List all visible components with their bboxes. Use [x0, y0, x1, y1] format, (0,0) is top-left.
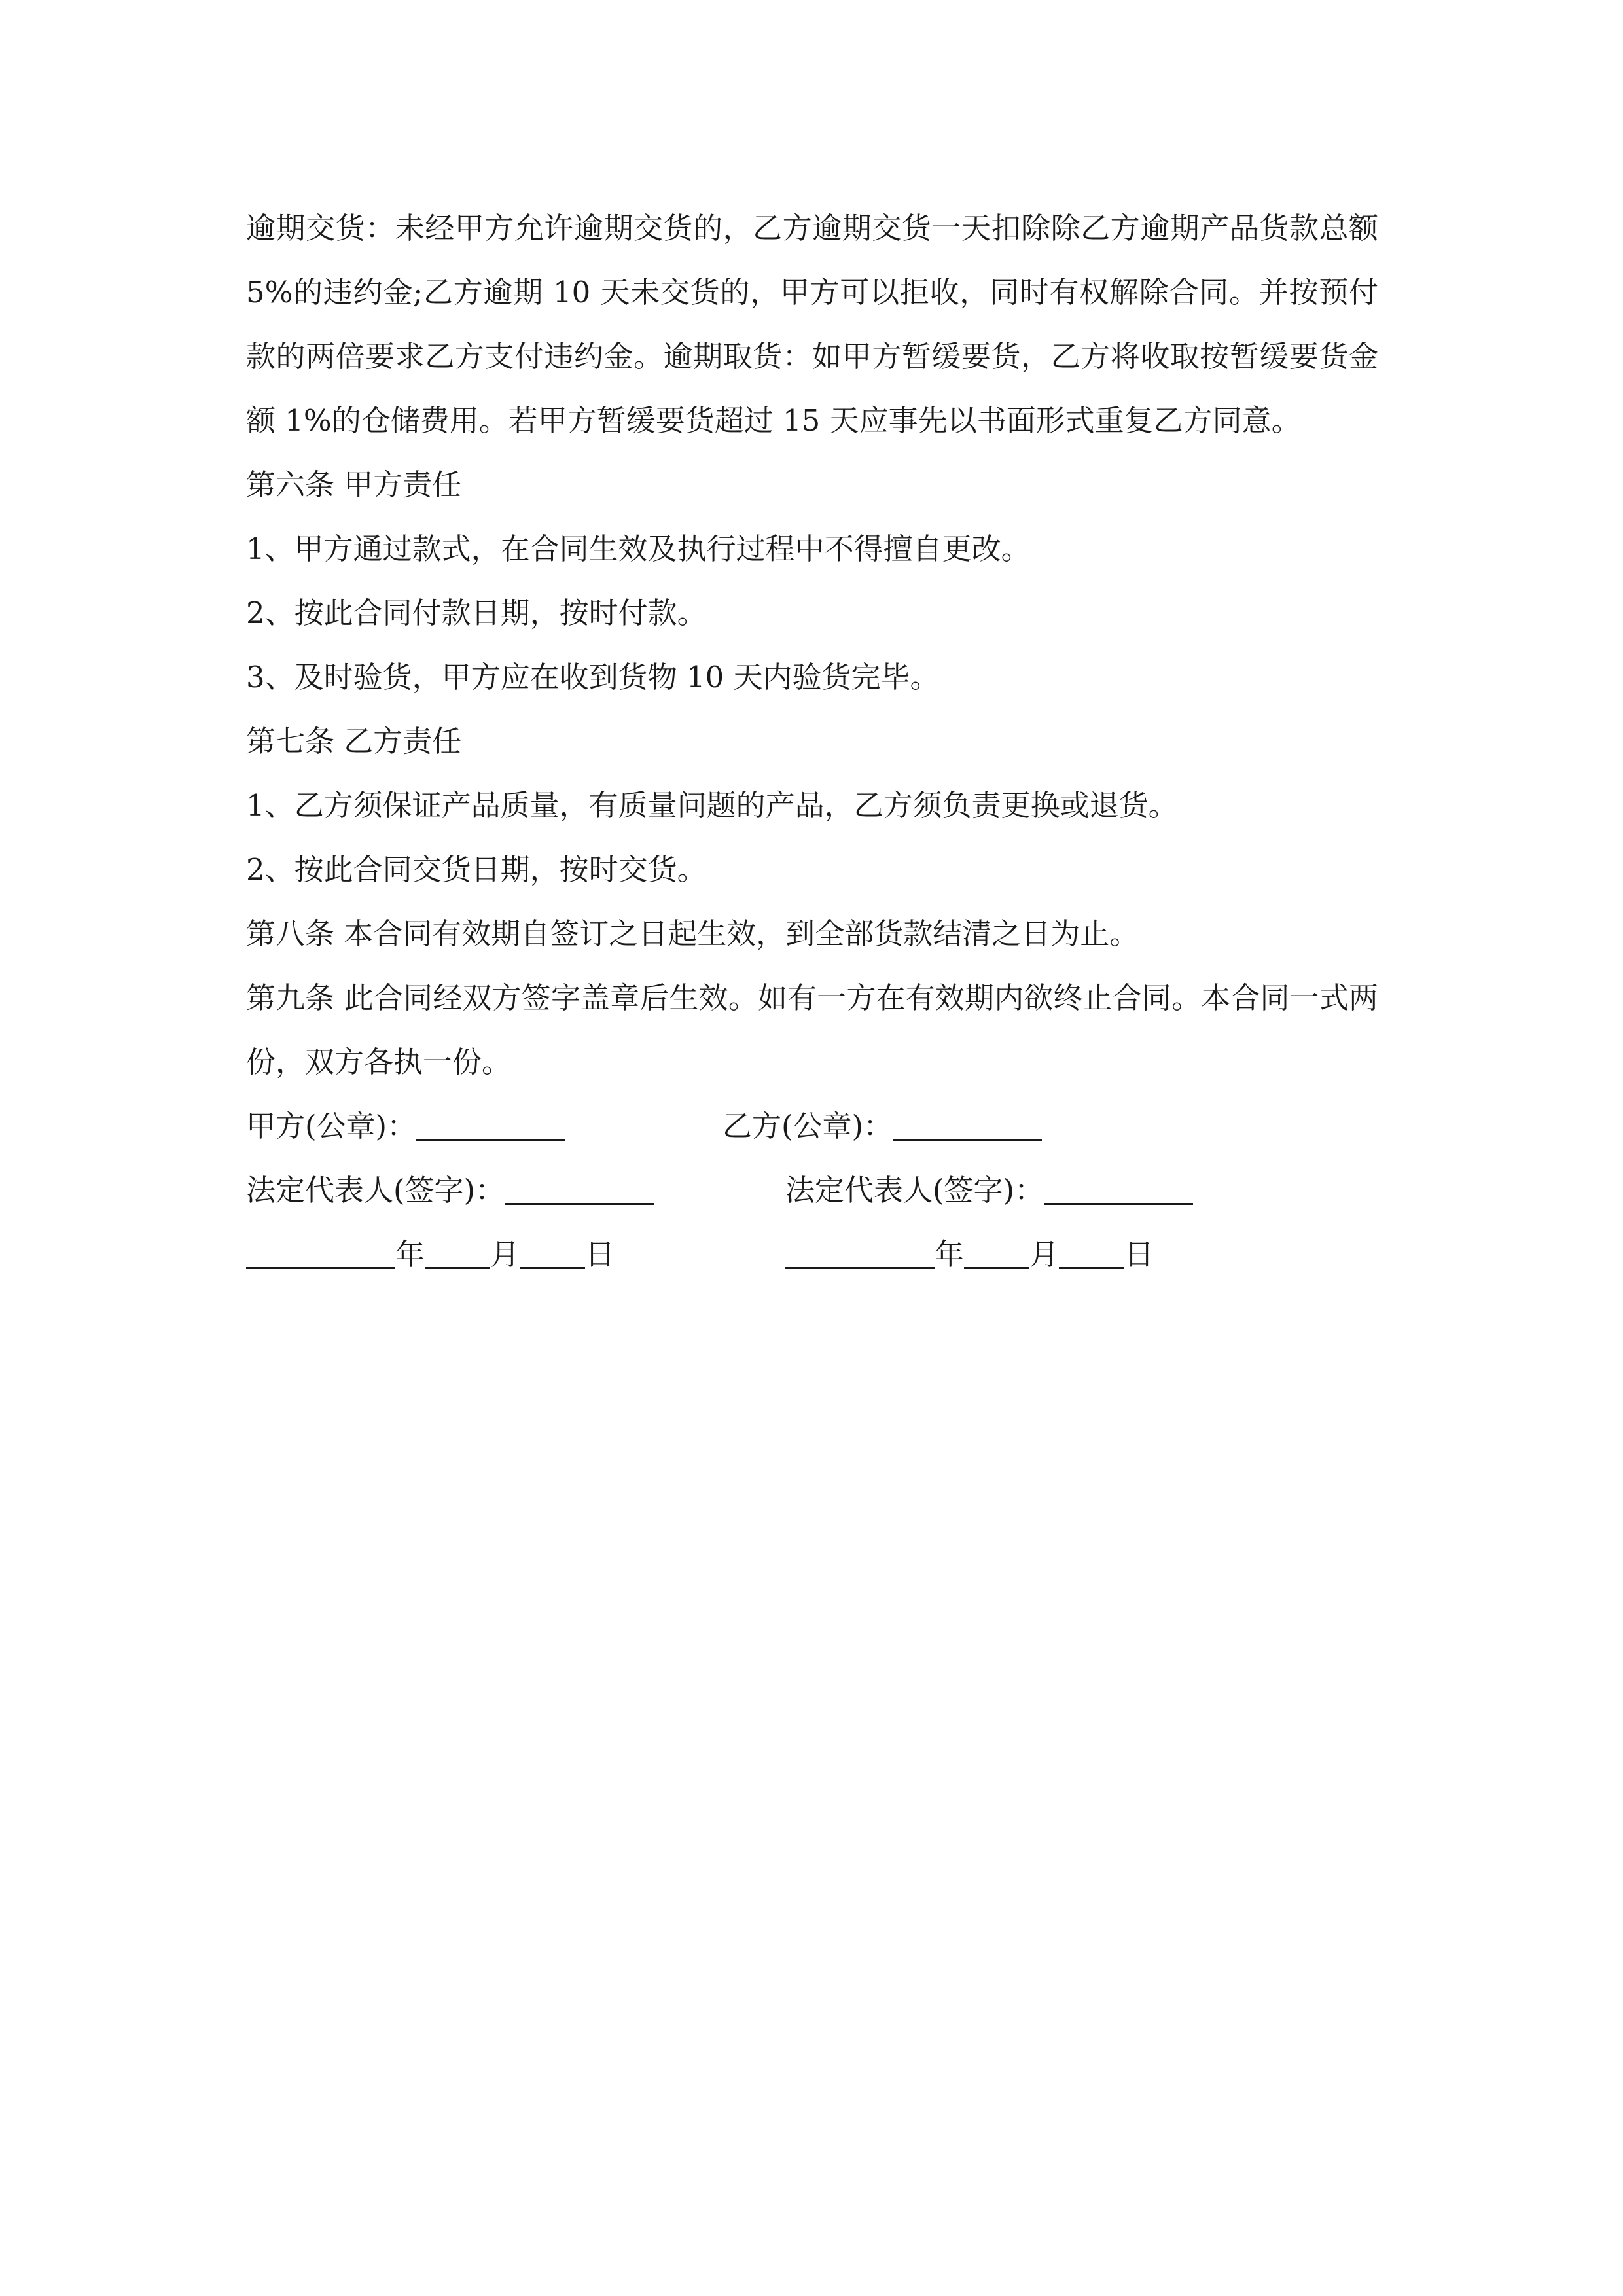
- article-7-item: 1、乙方须保证产品质量，有质量问题的产品，乙方须负责更换或退货。: [246, 788, 1178, 823]
- date-row: [246, 1223, 1378, 1287]
- party-a-date: [246, 1223, 615, 1287]
- article-6-item: 3、及时验货，甲方应在收到货物 10 天内验货完毕。: [246, 660, 940, 694]
- article-8: 第八条 本合同有效期自签订之日起生效，到全部货款结清之日为止。: [246, 916, 1139, 951]
- party-b-date: [785, 1223, 1154, 1287]
- party-a-seal-blank[interactable]: [416, 1109, 565, 1141]
- party-a-seal: [246, 1094, 565, 1158]
- date-a-year-blank[interactable]: [246, 1238, 395, 1269]
- seal-row: [246, 1094, 1378, 1158]
- month-label: 月: [1029, 1237, 1060, 1272]
- rep-b-label: 法定代表人(签字)：: [785, 1173, 1044, 1208]
- party-b-representative: [785, 1158, 1193, 1223]
- overdue-delivery-paragraph: 逾期交货：未经甲方允许逾期交货的，乙方逾期交货一天扣除除乙方逾期产品货款总额 5%的违约金;乙方逾期 10 天未交货的，甲方可以拒收，同时有权解除合同。并按预付款的两倍要求乙方支付违约金。逾期取货：如甲方暂缓要货，乙方将收取按暂缓要货金额 1%的仓储费用。若甲方暂缓要货超过 15 天应事先以书面形式重复乙方同意。: [246, 211, 1378, 438]
- month-label: 月: [490, 1237, 520, 1272]
- party-b-seal: [722, 1094, 1042, 1158]
- article-6-title: 第六条 甲方责任: [246, 467, 462, 502]
- year-label: 年: [935, 1237, 965, 1272]
- date-b-day-blank[interactable]: [1059, 1238, 1124, 1269]
- year-label: 年: [395, 1237, 425, 1272]
- article-7-item: 2、按此合同交货日期，按时交货。: [246, 852, 707, 887]
- date-a-month-blank[interactable]: [425, 1238, 490, 1269]
- rep-a-label: 法定代表人(签字)：: [246, 1173, 505, 1208]
- article-9: 第九条 此合同经双方签字盖章后生效。如有一方在有效期内欲终止合同。本合同一式两份，双方各执一份。: [246, 980, 1378, 1079]
- rep-a-signature-blank[interactable]: [505, 1174, 654, 1205]
- day-label: 日: [585, 1237, 615, 1272]
- party-b-seal-label: 乙方(公章)：: [722, 1109, 893, 1143]
- article-6-item: 2、按此合同付款日期，按时付款。: [246, 596, 707, 630]
- rep-b-signature-blank[interactable]: [1044, 1174, 1193, 1205]
- party-b-seal-blank[interactable]: [893, 1109, 1042, 1141]
- contract-body: [246, 196, 1378, 1287]
- party-a-seal-label: 甲方(公章)：: [246, 1109, 417, 1143]
- day-label: 日: [1124, 1237, 1154, 1272]
- date-b-year-blank[interactable]: [785, 1238, 935, 1269]
- date-b-month-blank[interactable]: [964, 1238, 1029, 1269]
- article-6-item: 1、甲方通过款式，在合同生效及执行过程中不得擅自更改。: [246, 531, 1031, 566]
- article-7-title: 第七条 乙方责任: [246, 724, 462, 759]
- representative-row: [246, 1158, 1378, 1223]
- party-a-representative: [246, 1158, 654, 1223]
- date-a-day-blank[interactable]: [520, 1238, 585, 1269]
